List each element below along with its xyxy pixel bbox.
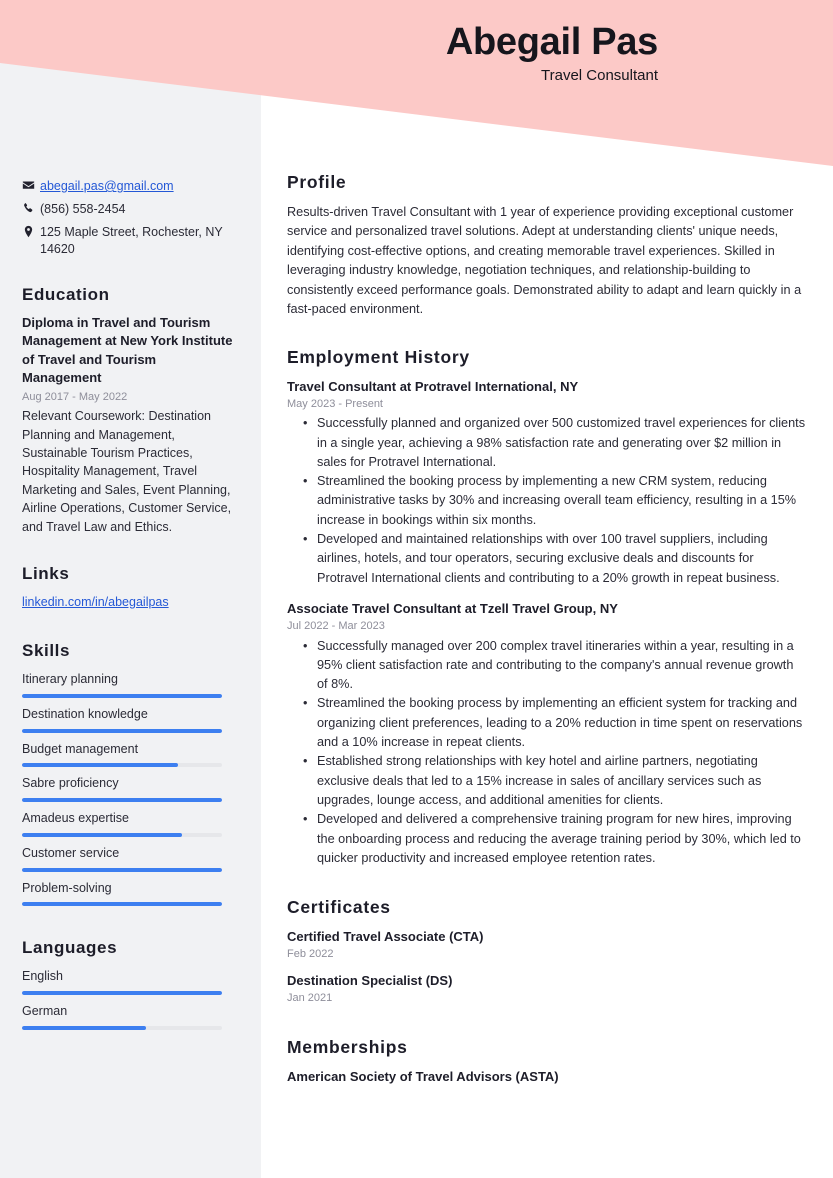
language-label: German [22,1004,68,1019]
certificate-title: Certified Travel Associate (CTA) [287,929,484,945]
links-heading: Links [22,563,70,583]
certificate-entry [287,972,807,1007]
education-date: Aug 2017 - May 2022 [22,390,128,403]
skills-section [22,641,233,906]
links-section [22,564,233,611]
skill-fill [22,729,222,733]
certificates-list [287,928,807,1006]
skill-track [22,902,222,906]
education-section [22,285,233,536]
language-label: English [22,969,63,984]
contact-email-value[interactable] [40,178,233,196]
main-column [261,0,833,1086]
skill-row [22,705,233,733]
language-fill [22,991,222,995]
skill-track [22,694,222,698]
language-row [22,1002,233,1030]
skill-track [22,833,222,837]
certificate-date: Feb 2022 [287,948,334,961]
job-title: Associate Travel Consultant at Tzell Travel Group, NY [287,600,618,616]
certificate-title: Destination Specialist (DS) [287,972,453,988]
skill-fill [22,902,222,906]
language-row [22,967,233,995]
job-entry [287,378,807,588]
profile-heading: Profile [287,172,347,192]
phone-icon [22,201,40,215]
languages-section [22,938,233,1030]
skill-fill [22,694,222,698]
jobs-list [287,378,807,869]
candidate-name: Abegail Pas [445,21,658,63]
memberships-list [287,1068,807,1086]
header-title-block [138,22,658,86]
job-bullet-list [287,637,807,869]
skill-row [22,879,233,907]
job-bullet: • Developed and delivered a comprehensive training program for new hires, improving the onboarding process and reducing the average training period by 30%, which led to quicker productivity and increased employee retention rates. [317,810,807,868]
job-bullet: • Streamlined the booking process by implementing a new CRM system, reducing administrative tasks by 30% and increasing overall team efficiency, resulting in a 15% increase in bookings within six months. [317,472,807,530]
job-bullet-list [287,414,807,588]
languages-heading: Languages [22,938,118,958]
job-bullet: • Streamlined the booking process by implementing an efficient system for tracking and organizing client preferences, leading to a 20% reduction in time spent on reservations and a 10% increase in repeat clients. [317,694,807,752]
skill-row [22,844,233,872]
candidate-role: Travel Consultant [541,67,658,85]
location-pin-icon [22,224,40,238]
skill-row [22,740,233,768]
certificate-entry [287,928,807,963]
contact-phone-value: (856) 558-2454 [40,201,126,216]
employment-heading: Employment History [287,346,470,367]
education-title: Diploma in Travel and Tourism Management at New York Institute of Travel and Tourism Management [22,315,233,386]
skill-row [22,670,233,698]
memberships-section [287,1037,807,1086]
education-description: Relevant Coursework: Destination Planning and Management, Sustainable Tourism Practices, Hospitality Management, Travel Marketing and Sales, Event Planning, Airline Operations, Customer Service, and Travel Law and Ethics. [22,409,232,534]
job-bullet: • Established strong relationships with key hotel and airline partners, negotiating exclusive deals that led to a 15% increase in sales of ancillary services such as upgrades, lounge access, and additional amenities for clients. [317,752,807,810]
skill-label: Amadeus expertise [22,811,130,826]
profile-section [287,172,807,320]
skills-heading: Skills [22,641,71,661]
skill-fill [22,833,182,837]
skill-track [22,729,222,733]
contact-item-email [22,178,233,196]
memberships-heading: Memberships [287,1036,408,1057]
skill-label: Customer service [22,845,120,860]
education-heading: Education [22,285,110,304]
skill-label: Budget management [22,741,139,756]
job-title: Travel Consultant at Protravel International, NY [287,378,579,394]
language-track [22,1026,222,1030]
contact-item-phone [22,201,233,219]
job-bullet: • Successfully managed over 200 complex travel itineraries within a year, resulting in a 95% client satisfaction rate and contributing to the company's annual revenue growth of 8%. [317,637,807,695]
envelope-icon [22,178,40,192]
certificates-section [287,897,807,1006]
skill-fill [22,763,178,767]
job-bullet: • Developed and maintained relationships with over 100 travel suppliers, including airlines, hotels, and tour operators, securing exclusive deals and discounts for Protravel International clients and contributing to a 20% growth in repeat business. [317,530,807,588]
contact-address-value: 125 Maple Street, Rochester, NY 14620 [40,224,223,257]
skill-label: Destination knowledge [22,706,148,721]
link-item-linkedin[interactable]: linkedin.com/in/abegailpas [22,594,169,609]
contact-list [22,178,233,259]
job-bullet: • Successfully planned and organized over 500 customized travel experiences for clients in a single year, achieving a 98% satisfaction rate and generating over $2 million in sales for Protravel International. [317,414,807,472]
job-entry [287,600,807,868]
skill-track [22,798,222,802]
employment-section [287,347,807,869]
email-link[interactable]: abegail.pas@gmail.com [40,179,174,193]
job-date: Jul 2022 - Mar 2023 [287,620,385,633]
education-entry [22,314,233,536]
language-fill [22,1026,146,1030]
skills-list [22,670,233,906]
contact-item-address [22,224,233,260]
skill-track [22,868,222,872]
skill-fill [22,798,222,802]
skill-row [22,809,233,837]
sidebar [0,0,261,1037]
profile-text: Results-driven Travel Consultant with 1 year of experience providing exceptional customer service and personalized travel solutions. Adept at understanding clients' unique needs, identifying cost-effective options, and creating memorable travel experiences. Skilled in leveraging industry knowledge, negotiation techniques, and relationship-building to consistently exceed performance goals. Demonstrated ability to adapt and learn quickly in a fast-paced environment. [287,205,802,317]
job-date: May 2023 - Present [287,397,383,410]
skill-fill [22,868,222,872]
certificate-date: Jan 2021 [287,992,333,1005]
skill-label: Sabre proficiency [22,776,119,791]
language-track [22,991,222,995]
languages-list [22,967,233,1030]
skill-row [22,774,233,802]
membership-entry: American Society of Travel Advisors (ASTA) [287,1068,559,1084]
skill-label: Problem-solving [22,880,112,895]
skill-track [22,763,222,767]
skill-label: Itinerary planning [22,672,118,687]
certificates-heading: Certificates [287,897,391,918]
